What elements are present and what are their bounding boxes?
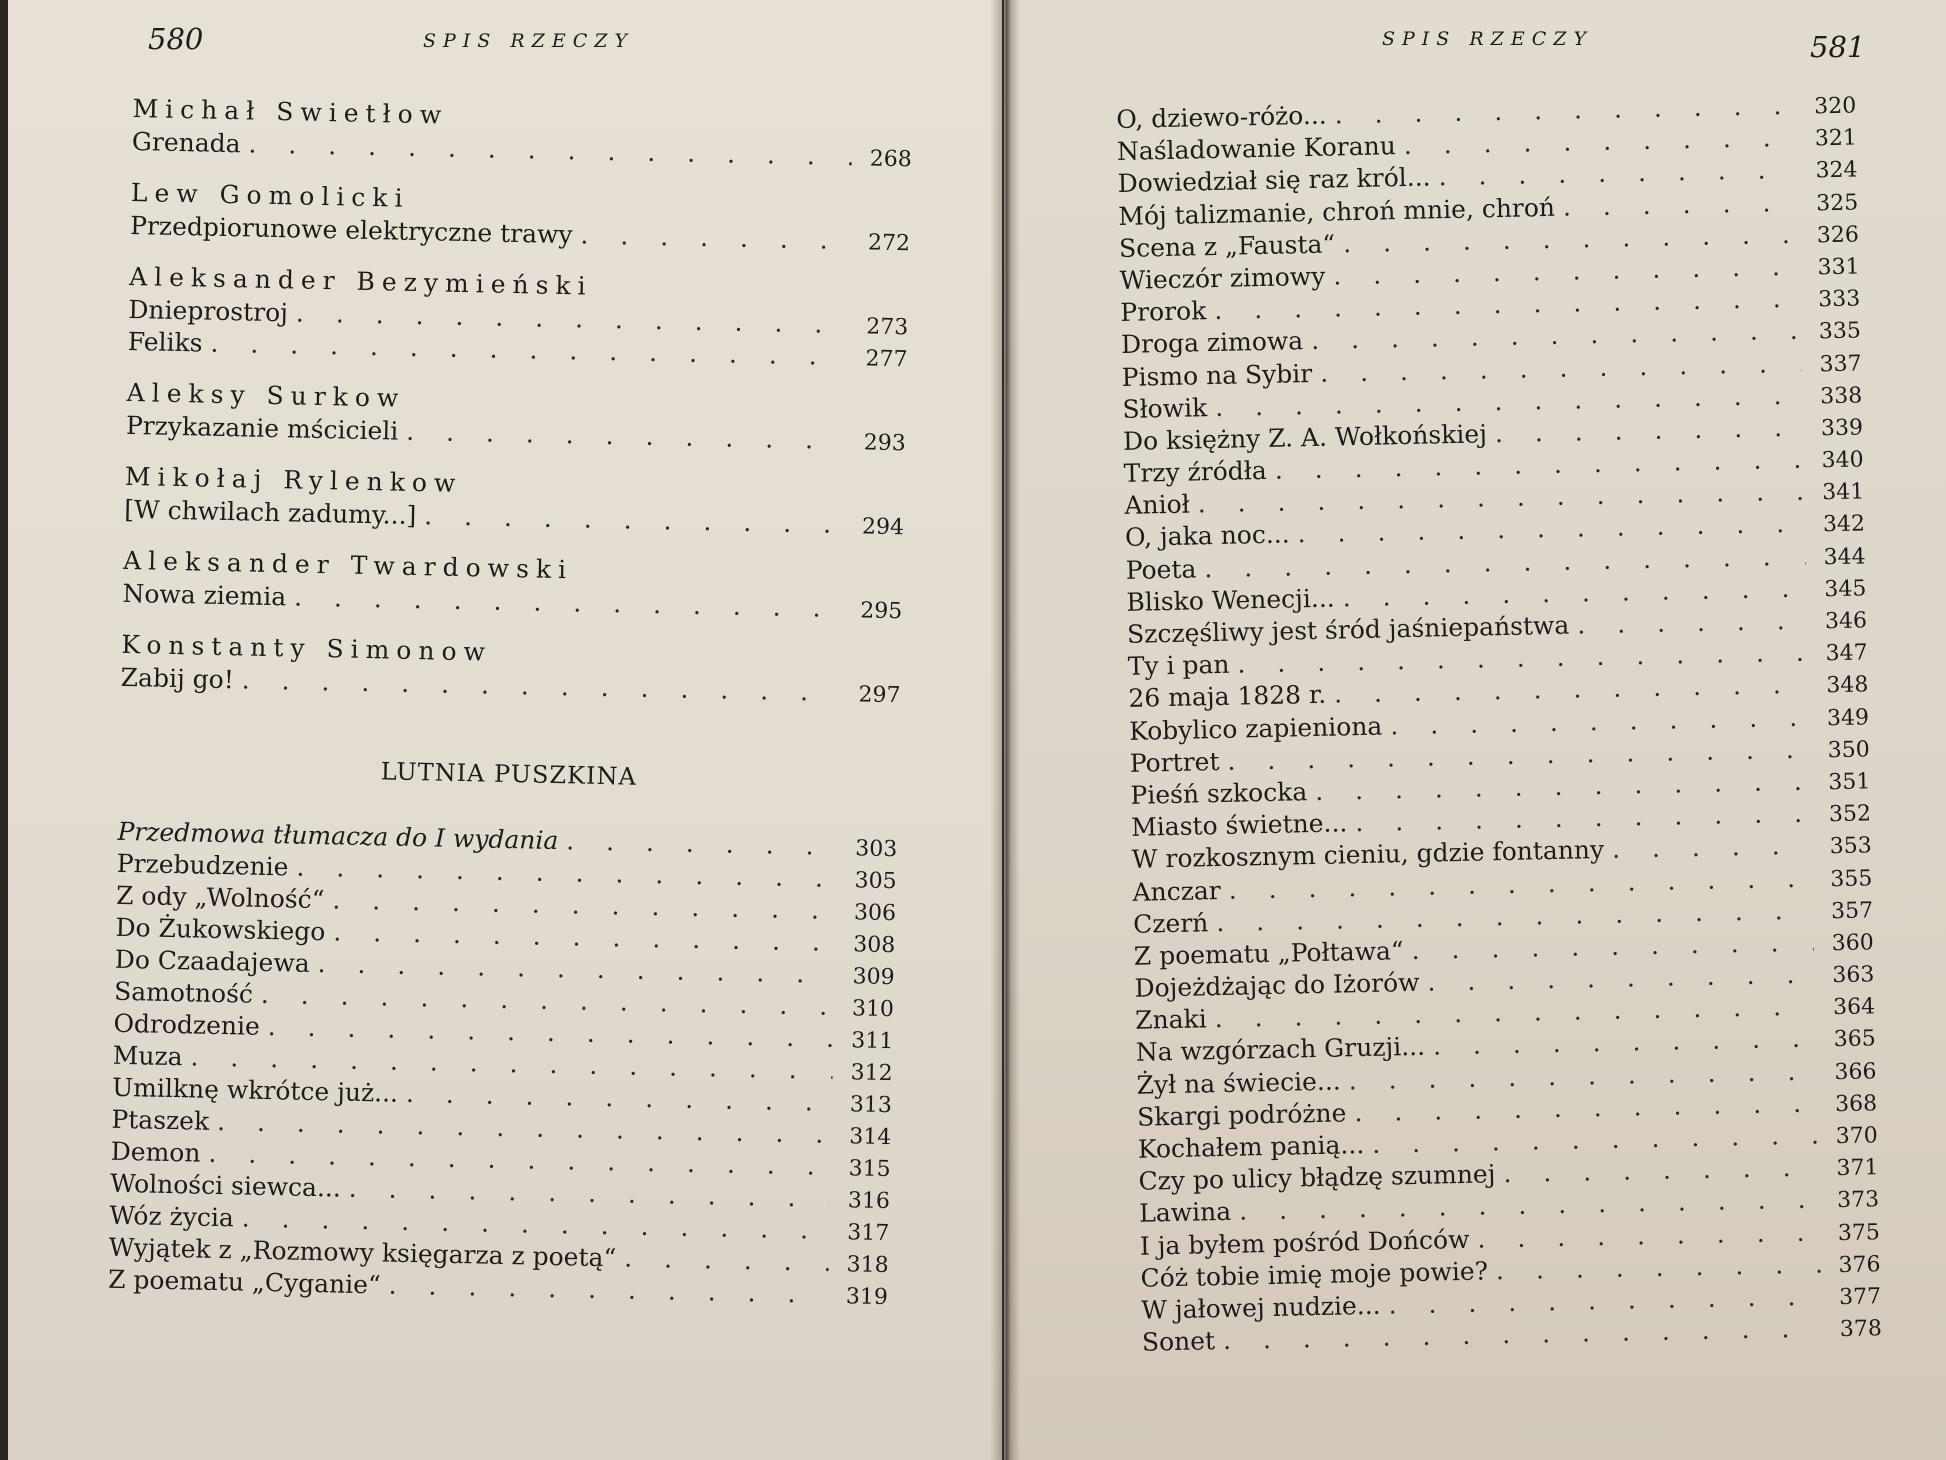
entry-title: Wolności siewca... (109, 1168, 342, 1203)
author-block (124, 460, 905, 542)
entry-page-number: 339 (1820, 415, 1864, 442)
entry-page-number: 355 (1830, 865, 1873, 892)
entry-page-number: 297 (858, 682, 901, 709)
right-page-number: 581 (1810, 30, 1866, 64)
entry-title: Słowik (1122, 392, 1208, 424)
dot-leader (1612, 830, 1812, 866)
entry-title: Dowiedział się raz król... (1117, 162, 1431, 199)
entry-title: Poeta (1125, 554, 1197, 585)
entry-page-number: 319 (845, 1284, 889, 1311)
entry-title: Przedpiorunowe elektryczne trawy (129, 210, 573, 250)
author-name: Mikołaj Rylenkow (124, 461, 463, 498)
entry-page-number: 337 (1819, 350, 1862, 377)
entry-page-number: 315 (848, 1156, 891, 1183)
entry-title: Blisko Wenecji... (1126, 583, 1335, 617)
entry-page-number: 309 (852, 964, 895, 991)
entry-page-number: 273 (865, 314, 909, 341)
entry-title: Grenada (131, 126, 241, 159)
entry-page-number: 366 (1834, 1058, 1877, 1085)
right-page (1004, 0, 1946, 1460)
entry-title: Zabij go! (120, 662, 235, 695)
entry-title: Znaki (1134, 1004, 1208, 1036)
entry-page-number: 377 (1838, 1284, 1882, 1311)
left-toc (108, 92, 913, 1312)
entry-page-number: 338 (1820, 383, 1863, 409)
entry-title: Prorok (1120, 296, 1207, 328)
entry-page-number: 370 (1835, 1123, 1879, 1150)
entry-page-number: 308 (853, 932, 896, 959)
entry-page-number: 373 (1836, 1187, 1880, 1214)
entry-page-number: 349 (1826, 704, 1870, 731)
entry-page-number: 376 (1838, 1251, 1881, 1278)
entry-title: Pieśń szkocka (1130, 777, 1308, 810)
entry-page-number: 348 (1826, 672, 1869, 699)
entry-title: Demon (110, 1136, 201, 1168)
author-name: Aleksander Twardowski (122, 545, 574, 585)
entry-title: Wieczór zimowy (1119, 261, 1326, 295)
entry-page-number: 316 (847, 1188, 891, 1215)
dot-leader (1577, 605, 1807, 642)
entry-title: Kochałem panią... (1137, 1130, 1365, 1164)
entry-title: Skargi podróżne (1136, 1098, 1347, 1132)
entry-title: Do Żukowskiego (115, 912, 326, 947)
author-block (120, 628, 901, 710)
entry-title: W rozkosznym cieniu, gdzie fontanny (1131, 835, 1605, 875)
entry-title: Żył na świecie... (1136, 1066, 1341, 1100)
entry-page-number: 318 (846, 1252, 889, 1279)
entry-title: Lawina (1138, 1197, 1232, 1229)
right-toc (1116, 89, 1882, 1360)
entry-page-number: 313 (849, 1092, 893, 1119)
author-block (132, 92, 913, 174)
entry-page-number: 342 (1822, 511, 1866, 538)
entry-title: Z ody „Wolność“ (115, 880, 325, 915)
left-page-number: 580 (148, 22, 204, 56)
entry-page-number: 295 (860, 598, 903, 625)
entry-page-number: 324 (1815, 157, 1858, 184)
entry-page-number: 312 (850, 1060, 893, 1087)
entry-page-number: 347 (1825, 640, 1868, 667)
entry-page-number: 345 (1824, 576, 1867, 603)
entry-title: I ja byłem pośród Dońców (1139, 1224, 1470, 1261)
left-entry-list (108, 816, 898, 1312)
entry-title: Samotność (113, 976, 254, 1009)
author-name: Michał Swietłow (132, 93, 449, 130)
entry-title: Wyjątek z „Rozmowy księgarza z poetą“ (108, 1232, 617, 1273)
entry-page-number: 310 (851, 996, 895, 1023)
left-running-head: SPIS RZECZY (423, 30, 635, 52)
author-block (122, 544, 903, 626)
author-block (130, 176, 911, 258)
entry-title: Muza (112, 1040, 183, 1072)
entry-page-number: 333 (1817, 286, 1861, 313)
entry-title: Naśladowanie Koranu (1116, 131, 1397, 167)
entry-page-number: 353 (1829, 833, 1872, 860)
entry-title: Ty i pan (1127, 649, 1230, 682)
entry-page-number: 305 (854, 868, 897, 895)
entry-page-number: 364 (1832, 994, 1876, 1021)
left-page (8, 0, 1002, 1460)
author-block (127, 260, 909, 374)
dot-leader (1563, 186, 1799, 223)
entry-title: Z poematu „Cyganie“ (107, 1264, 382, 1300)
entry-title: Droga zimowa (1120, 326, 1304, 360)
entry-title: Wóz życia (109, 1200, 235, 1233)
entry-page-number: 378 (1839, 1316, 1883, 1343)
entry-page-number: 311 (851, 1028, 894, 1055)
entry-title: Umilknę wkrótce już... (111, 1072, 399, 1108)
book-gutter (990, 0, 1020, 1460)
entry-page-number: 272 (867, 230, 911, 257)
entry-title: Pismo na Sybir (1121, 358, 1313, 392)
entry-page-number: 325 (1815, 190, 1859, 216)
entry-title: Feliks (127, 326, 203, 358)
entry-title: Anioł (1124, 489, 1191, 521)
entry-page-number: 368 (1834, 1091, 1878, 1117)
author-name: Konstanty Simonow (121, 629, 493, 667)
dot-leader (580, 219, 850, 257)
entry-title: Miasto świetne... (1130, 808, 1348, 842)
entry-page-number: 317 (847, 1220, 890, 1247)
entry-page-number: 326 (1816, 222, 1860, 249)
entry-title: [W chwilach zadumy...] (123, 494, 417, 531)
author-name: Aleksander Bezymieński (128, 261, 593, 301)
entry-title: Sonet (1141, 1326, 1216, 1357)
entry-page-number: 371 (1836, 1155, 1879, 1182)
entry-page-number: 350 (1827, 737, 1870, 763)
entry-title: Ptaszek (111, 1104, 210, 1136)
right-running-head: SPIS RZECZY (1382, 28, 1594, 50)
entry-title: O, jaka noc... (1124, 519, 1290, 553)
entry-page-number: 365 (1833, 1026, 1877, 1053)
entry-title: Przedmowa tłumacza do I wydania (117, 816, 559, 856)
entry-title: Szczęśliwy jest śród jaśniepaństwa (1126, 610, 1570, 649)
entry-title: Cóż tobie imię moje powie? (1140, 1256, 1489, 1293)
entry-page-number: 306 (853, 900, 897, 927)
entry-page-number: 375 (1837, 1219, 1881, 1246)
author-block (126, 376, 907, 458)
entry-title: Czy po ulicy błądzę szumnej (1138, 1159, 1496, 1196)
entry-page-number: 363 (1832, 962, 1875, 989)
entry-title: Odrodzenie (113, 1008, 261, 1041)
entry-title: Portret (1129, 746, 1220, 778)
entry-title: Dnieprostroj (128, 294, 289, 328)
entry-page-number: 331 (1817, 254, 1860, 281)
entry-title: Scena z „Fausta“ (1118, 229, 1336, 263)
dot-leader (624, 1243, 829, 1279)
entry-title: Dojeżdżając do Iżorów (1134, 967, 1420, 1003)
entry-page-number: 335 (1818, 318, 1862, 345)
entry-page-number: 320 (1813, 93, 1857, 120)
entry-page-number: 314 (849, 1124, 892, 1151)
entry-title: W jałowej nudzie... (1140, 1290, 1381, 1325)
entry-page-number: 352 (1828, 801, 1872, 828)
entry-page-number: 360 (1831, 930, 1874, 957)
entry-title: Przebudzenie (116, 848, 289, 882)
author-name: Aleksy Surkow (126, 377, 406, 413)
entry-title: Przykazanie mścicieli (125, 410, 399, 446)
entry-title: Anczar (1132, 875, 1221, 907)
entry-page-number: 294 (861, 514, 905, 541)
entry-page-number: 293 (863, 430, 907, 457)
entry-title: Czerń (1132, 907, 1209, 939)
entry-title: Mój talizmanie, chroń mnie, chroń (1118, 192, 1556, 231)
entry-title: Z poematu „Połtawa“ (1133, 936, 1404, 971)
entry-page-number: 277 (865, 346, 908, 373)
entry-page-number: 346 (1824, 608, 1868, 635)
author-name: Lew Gomolicki (130, 177, 410, 213)
entry-page-number: 321 (1814, 125, 1858, 152)
entry-title: Trzy źródła (1123, 455, 1268, 488)
author-list (120, 92, 912, 710)
entry-page-number: 303 (855, 836, 898, 863)
entry-page-number: 340 (1821, 447, 1864, 474)
entry-page-number: 341 (1822, 479, 1865, 506)
entry-title: Kobylico zapieniona (1128, 711, 1383, 746)
entry-title: Nowa ziemia (122, 578, 287, 612)
entry-page-number: 268 (869, 146, 913, 173)
entry-title: Do Czaadajewa (114, 944, 311, 978)
entry-title: O, dziewo-różo... (1116, 100, 1328, 134)
entry-title: Na wzgórzach Gruzji... (1135, 1032, 1426, 1068)
entry-page-number: 344 (1823, 544, 1866, 570)
section-heading: LUTNIA PUSZKINA (380, 757, 638, 791)
entry-page-number: 357 (1830, 898, 1874, 924)
entry-page-number: 351 (1828, 769, 1871, 796)
right-entry-list (1116, 89, 1882, 1360)
entry-title: Do księżny Z. A. Wołkońskiej (1122, 419, 1488, 456)
entry-title: 26 maja 1828 r. (1128, 680, 1327, 714)
